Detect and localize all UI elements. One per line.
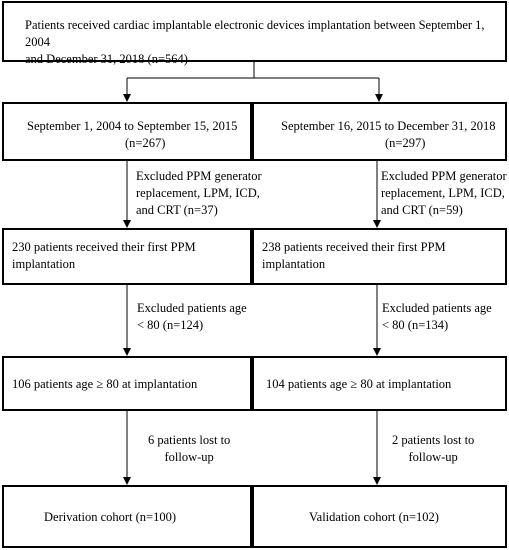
right-lost-line-2: follow-up xyxy=(408,450,458,464)
right-period-box xyxy=(252,102,507,161)
left-period-line-1: September 1, 2004 to September 15, 2015 xyxy=(27,119,238,133)
right-age80-line-1: 104 patients age ≥ 80 at implantation xyxy=(266,377,452,391)
left-lost-line-1: 6 patients lost to xyxy=(148,433,231,447)
derivation-cohort-box xyxy=(2,485,252,548)
validation-cohort-box xyxy=(252,485,507,548)
left-excl1-line-2: replacement, LPM, ICD, xyxy=(136,186,260,200)
left-excl1-line-1: Excluded PPM generator xyxy=(136,169,262,183)
right-excl2-line-2: < 80 (n=134) xyxy=(382,318,449,332)
right-lost-note xyxy=(392,432,474,466)
left-age80-box xyxy=(2,356,252,411)
right-age80-box xyxy=(252,356,507,411)
left-exclusion-note-1 xyxy=(136,168,262,219)
right-exclusion-note-1 xyxy=(381,168,507,219)
right-period-line-2: (n=297) xyxy=(385,136,426,150)
right-excl1-line-1: Excluded PPM generator xyxy=(381,169,507,183)
right-first-ppm-line-1: 238 patients received their first PPM xyxy=(262,240,446,254)
left-first-ppm-line-1: 230 patients received their first PPM xyxy=(12,240,196,254)
top-box-line-2: and December 31, 2018 (n=564) xyxy=(25,52,188,66)
left-period-box xyxy=(2,102,252,161)
left-lost-note xyxy=(148,432,230,466)
left-excl2-line-2: < 80 (n=124) xyxy=(137,318,204,332)
left-period-line-2: (n=267) xyxy=(125,136,166,150)
right-exclusion-note-2 xyxy=(382,300,492,334)
left-lost-line-2: follow-up xyxy=(164,450,214,464)
validation-cohort-label: Validation cohort (n=102) xyxy=(309,510,439,524)
right-excl1-line-2: replacement, LPM, ICD, xyxy=(381,186,505,200)
right-excl2-line-1: Excluded patients age xyxy=(382,301,492,315)
right-first-ppm-box xyxy=(252,228,507,285)
left-excl2-line-1: Excluded patients age xyxy=(137,301,247,315)
right-period-line-1: September 16, 2015 to December 31, 2018 xyxy=(281,119,496,133)
left-first-ppm-box xyxy=(2,228,252,285)
left-first-ppm-line-2: implantation xyxy=(12,257,76,271)
left-age80-line-1: 106 patients age ≥ 80 at implantation xyxy=(12,377,198,391)
derivation-cohort-label: Derivation cohort (n=100) xyxy=(44,510,177,524)
left-excl1-line-3: and CRT (n=37) xyxy=(136,203,218,217)
top-box-line-1: Patients received cardiac implantable electronic devices implantation between September 1, 2004 xyxy=(25,18,485,49)
right-first-ppm-line-2: implantation xyxy=(262,257,326,271)
left-exclusion-note-2 xyxy=(137,300,247,334)
top-box xyxy=(2,1,507,66)
right-excl1-line-3: and CRT (n=59) xyxy=(381,203,463,217)
right-lost-line-1: 2 patients lost to xyxy=(392,433,475,447)
